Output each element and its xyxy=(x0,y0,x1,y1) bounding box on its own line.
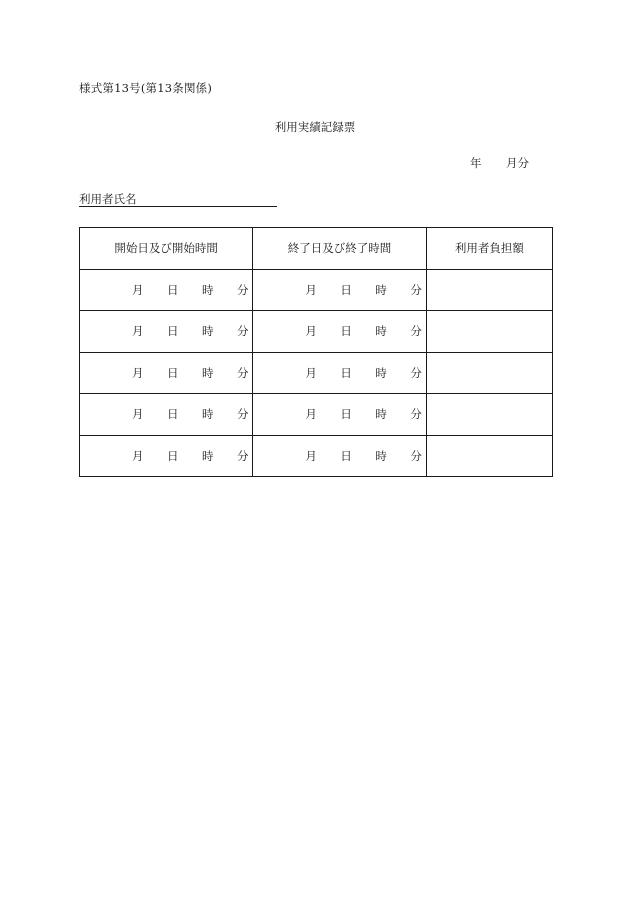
start-month-unit: 月 xyxy=(132,324,144,339)
fee-cell[interactable] xyxy=(426,352,552,394)
end-hour-unit: 時 xyxy=(375,324,387,339)
start-datetime-cell[interactable] xyxy=(80,352,253,394)
start-datetime-cell[interactable] xyxy=(80,394,253,436)
fee-cell[interactable] xyxy=(426,269,552,311)
start-minute-unit: 分 xyxy=(237,324,249,339)
start-hour-unit: 時 xyxy=(202,407,214,422)
end-month-unit: 月 xyxy=(305,448,317,463)
end-day-unit: 日 xyxy=(340,365,352,380)
usage-record-table xyxy=(79,227,553,477)
end-minute-unit: 分 xyxy=(410,365,422,380)
table-row xyxy=(80,435,553,477)
end-month-unit: 月 xyxy=(305,324,317,339)
form-number: 様式第13号(第13条関係) xyxy=(79,81,213,95)
start-hour-unit: 時 xyxy=(202,282,214,297)
end-hour-unit: 時 xyxy=(375,407,387,422)
start-month-unit: 月 xyxy=(132,407,144,422)
user-name-label: 利用者氏名 xyxy=(79,192,137,206)
start-day-unit: 日 xyxy=(167,407,179,422)
start-datetime-cell[interactable] xyxy=(80,311,253,353)
start-day-unit: 日 xyxy=(167,448,179,463)
start-day-unit: 日 xyxy=(167,365,179,380)
end-month-unit: 月 xyxy=(305,282,317,297)
fee-cell[interactable] xyxy=(426,311,552,353)
fee-cell[interactable] xyxy=(426,435,552,477)
end-minute-unit: 分 xyxy=(410,448,422,463)
header-fee: 利用者負担額 xyxy=(426,228,552,270)
end-month-unit: 月 xyxy=(305,407,317,422)
start-hour-unit: 時 xyxy=(202,365,214,380)
start-month-unit: 月 xyxy=(132,282,144,297)
end-minute-unit: 分 xyxy=(410,324,422,339)
end-hour-unit: 時 xyxy=(375,365,387,380)
end-datetime-cell[interactable] xyxy=(253,311,426,353)
table-row xyxy=(80,311,553,353)
user-name-field[interactable] xyxy=(79,193,277,207)
end-day-unit: 日 xyxy=(340,282,352,297)
end-datetime-cell[interactable] xyxy=(253,352,426,394)
start-datetime-cell[interactable] xyxy=(80,269,253,311)
header-start: 開始日及び開始時間 xyxy=(80,228,253,270)
start-day-unit: 日 xyxy=(167,282,179,297)
fee-cell[interactable] xyxy=(426,394,552,436)
start-hour-unit: 時 xyxy=(202,448,214,463)
page-title: 利用実績記録票 xyxy=(274,120,356,134)
table-row xyxy=(80,394,553,436)
end-day-unit: 日 xyxy=(340,407,352,422)
end-hour-unit: 時 xyxy=(375,282,387,297)
year-label: 年 xyxy=(470,156,482,170)
start-minute-unit: 分 xyxy=(237,365,249,380)
start-hour-unit: 時 xyxy=(202,324,214,339)
end-datetime-cell[interactable] xyxy=(253,394,426,436)
table-row xyxy=(80,352,553,394)
end-datetime-cell[interactable] xyxy=(253,269,426,311)
start-minute-unit: 分 xyxy=(237,407,249,422)
start-month-unit: 月 xyxy=(132,365,144,380)
start-datetime-cell[interactable] xyxy=(80,435,253,477)
end-minute-unit: 分 xyxy=(410,282,422,297)
start-day-unit: 日 xyxy=(167,324,179,339)
table-header-row xyxy=(80,228,553,270)
start-minute-unit: 分 xyxy=(237,448,249,463)
end-month-unit: 月 xyxy=(305,365,317,380)
month-label: 月分 xyxy=(506,156,529,170)
end-datetime-cell[interactable] xyxy=(253,435,426,477)
start-minute-unit: 分 xyxy=(237,282,249,297)
end-day-unit: 日 xyxy=(340,324,352,339)
end-hour-unit: 時 xyxy=(375,448,387,463)
header-end: 終了日及び終了時間 xyxy=(253,228,426,270)
end-minute-unit: 分 xyxy=(410,407,422,422)
period-field xyxy=(470,155,529,171)
end-day-unit: 日 xyxy=(340,448,352,463)
table-row xyxy=(80,269,553,311)
start-month-unit: 月 xyxy=(132,448,144,463)
